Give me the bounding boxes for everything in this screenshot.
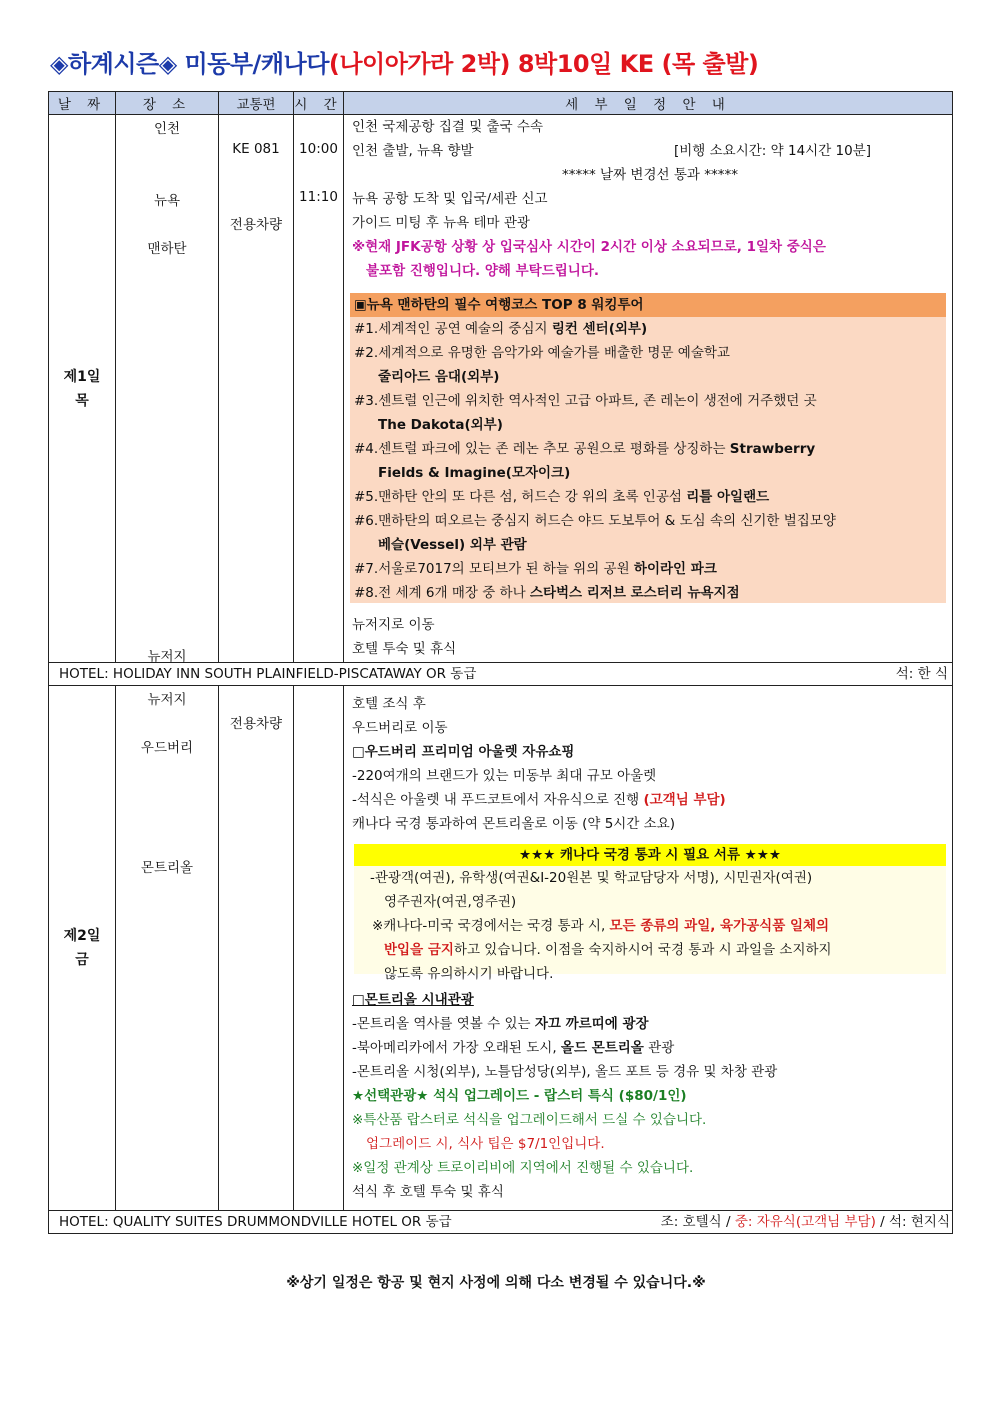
header-details: 세 부 일 정 안 내 [344,92,953,115]
border-docs-box: ★★★ 캐나다 국경 통과 시 필요 서류 ★★★ -관광객(여권), 유학생(여권&I-20원본 및 학교담당자 서명), 시민권자(여권) 영주권자(여권,영주권) ※캐나다-미국 국경에서는 국경 통과 시, 모든 종류의 과일, 육가공식품 일체의 반입을 금지하고 있습니다. 이점을 숙지하시어 국경 통과 시 과일을 소지하지 않도록 유의하시기 바랍니다. [354,844,946,974]
tour-item: The Dakota(외부) [378,417,503,433]
day1-hotel-row [49,663,953,686]
tour-item: #1.세계적인 공연 예술의 중심지 링컨 센터(외부) [354,321,648,337]
walking-tour-box [350,293,946,603]
day1-date: 제1일 목 [49,115,116,663]
itinerary-table [48,91,953,1234]
walking-tour-title: ▣뉴욕 맨하탄의 필수 여행코스 TOP 8 워킹투어 [350,293,946,317]
day2-details: 호텔 조식 후 우드버리로 이동 □우드버리 프리미엄 아울렛 자유쇼핑 -220여개의 브랜드가 있는 미동부 최대 규모 아울렛 -석식은 아울렛 내 푸드코트에서 자유식으로 진행 (고객님 부담) 캐나다 국경 통과하여 몬트리올로 이동 (약 5시간 소요) ★★★ 캐나다 국경 통과 시 필요 서류 ★★★ -관광객(여권), 유학생(여권&I-20원본 및 학교담당자 서명), 시민권자(여권) 영주권자(여권,영주권) ※캐나다-미국 국경에서는 국경 통과 시, 모든 종류의 과일, 육가공식품 일체의 반입을 금지하고 있습니다. 이점을 숙지하시어 국경 통과 시 과일을 소지하지 않도록 유의하시기 바랍니다. □몬트리올 시내관광 -몬트리올 역사를 엿볼 수 있는 자끄 까르띠에 광장 -북아메리카에서 가장 오래된 도시, 올드 몬트리올 관광 -몬트리올 시청(외부), 노틀담성당(외부), 올드 포트 등 경유 및 차창 관광 ★선택관광★ 석식 업그레이드 - 랍스터 특식 ($80/1인) ※특산품 랍스터로 석식을 업그레이드해서 드실 수 있습니다. 업그레이드 시, 식사 팁은 $7/1인입니다. ※일정 관계상 트로이리비에 지역에서 진행될 수 있습니다. 석식 후 호텔 투숙 및 휴식 [344,686,953,1211]
tour-item: Fields & Imagine(모자이크) [378,465,571,481]
header-place: 장 소 [116,92,219,115]
footer-note: ※상기 일정은 항공 및 현지 사정에 의해 다소 변경될 수 있습니다.※ [286,1275,706,1291]
tour-item: #8.전 세계 6개 매장 중 하나 스타벅스 리저브 로스터리 뉴욕지점 [354,585,740,601]
header-date: 날 짜 [49,92,116,115]
day2-transport: 전용차량 [219,686,294,1211]
day2-row [49,686,953,1211]
tour-item: 베슬(Vessel) 외부 관람 [378,537,527,553]
header-time: 시 간 [294,92,344,115]
day1-hotel: HOTEL: HOLIDAY INN SOUTH PLAINFIELD-PISCATAWAY OR 동급 [59,666,477,682]
day1-times: 10:00 11:10 [294,115,344,663]
day2-places: 뉴저지 우드버리 몬트리올 [116,686,219,1211]
header-transport: 교통편 [219,92,294,115]
page-title: ◈하계시즌◈ 미동부/캐나다(나이아가라 2박) 8박10일 KE (목 출발) [50,50,759,78]
tour-item: #2.세계적으로 유명한 음악가와 예술가를 배출한 명문 예술학교 [354,345,730,361]
day1-transport: KE 081 전용차량 [219,115,294,663]
table-header-row [49,92,953,115]
day1-details: 인천 국제공항 집결 및 출국 수속 인천 출발, 뉴욕 향발 [비행 소요시간: 약 14시간 10분] ***** 날짜 변경선 통과 ***** 뉴욕 공항 도착 및 입국/세관 신고 가이드 미팅 후 뉴욕 테마 관광 ※현재 JFK공항 상황 상 입국심사 시간이 2시간 이상 소요되므로, 1일차 중식은 불포함 진행입니다. 양해 부탁드립니다. ▣뉴욕 맨하탄의 필수 여행코스 TOP 8 워킹투어 #1.세계적인 공연 예술의 중심지 링컨 센터(외부) #2.세계적으로 유명한 음악가와 예술가를 배출한 명문 예술학교 줄리아드 음대(외부) #3.센트럴 인근에 위치한 역사적인 고급 아파트, 존 레논이 생전에 거주했던 곳 The Dakota(외부) #4.센트럴 파크에 있는 존 레논 추모 공원으로 평화를 상징하는 Strawberry Fields & Imagine(모자이크) #5.맨하탄 안의 또 다른 섬, 허드슨 강 위의 초록 인공섬 리틀 아일랜드 #6.맨하탄의 떠오르는 중심지 허드슨 야드 도보투어 & 도심 속의 신기한 벌집모양 베슬(Vessel) 외부 관람 #7.서울로7017의 모티브가 된 하늘 위의 공원 하이라인 파크 #8.전 세계 6개 매장 중 하나 스타벅스 리저브 로스터리 뉴욕지점 뉴저지로 이동 호텔 투숙 및 휴식 [344,115,953,663]
day2-hotel-row [49,1211,953,1234]
tour-item: #7.서울로7017의 모티브가 된 하늘 위의 공원 하이라인 파크 [354,561,717,577]
day2-meals: 조: 호텔식 / 중: 자유식(고객님 부담) / 석: 현지식 [660,1214,950,1230]
tour-item: #3.센트럴 인근에 위치한 역사적인 고급 아파트, 존 레논이 생전에 거주했던 곳 [354,393,817,409]
day2-times [294,686,344,1211]
day2-hotel: HOTEL: QUALITY SUITES DRUMMONDVILLE HOTEL OR 동급 [59,1214,452,1230]
day1-meals: 석: 한 식 [895,666,948,682]
day1-row [49,115,953,663]
tour-item: #5.맨하탄 안의 또 다른 섬, 허드슨 강 위의 초록 인공섬 리틀 아일랜드 [354,489,770,505]
tour-item: 줄리아드 음대(외부) [378,369,500,385]
border-docs-title: ★★★ 캐나다 국경 통과 시 필요 서류 ★★★ [354,844,946,866]
tour-item: #6.맨하탄의 떠오르는 중심지 허드슨 야드 도보투어 & 도심 속의 신기한 벌집모양 [354,513,836,529]
day2-date: 제2일 금 [49,686,116,1211]
day1-places: 인천 뉴욕 맨하탄 뉴저지 [116,115,219,663]
tour-item: #4.센트럴 파크에 있는 존 레논 추모 공원으로 평화를 상징하는 Strawberry [354,441,816,457]
